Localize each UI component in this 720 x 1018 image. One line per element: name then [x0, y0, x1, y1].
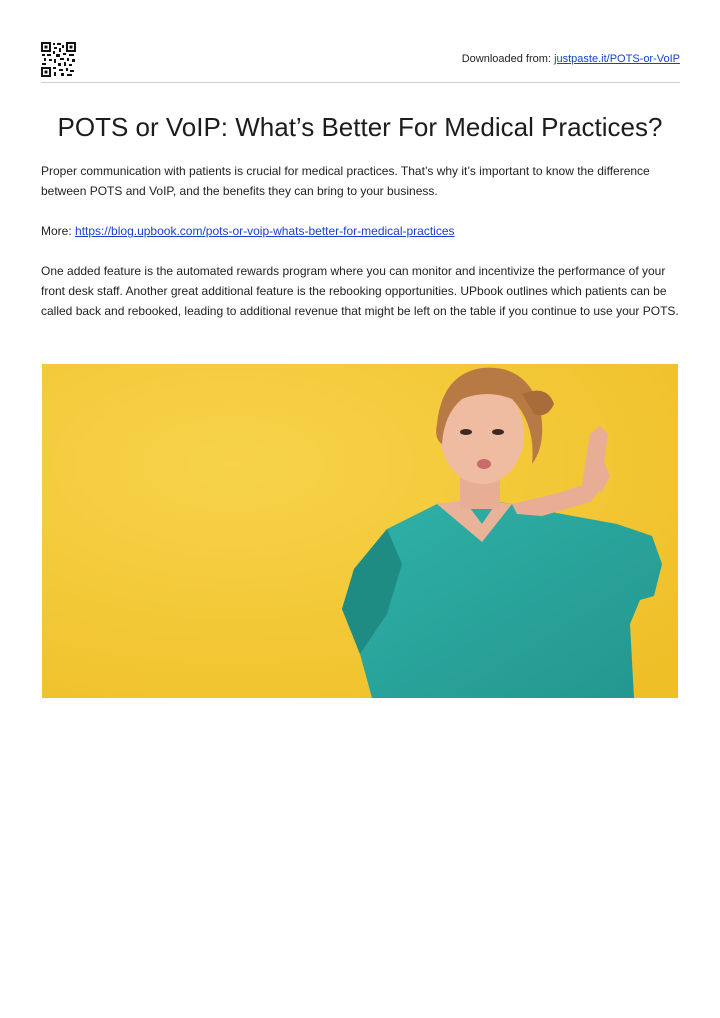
- more-link[interactable]: https://blog.upbook.com/pots-or-voip-whats-better-for-medical-practices: [75, 224, 455, 238]
- more-paragraph: [41, 221, 681, 241]
- download-header: [41, 42, 680, 83]
- downloaded-label: Downloaded from:: [461, 53, 551, 65]
- body-paragraph: One added feature is the automated rewards program where you can monitor and incentivize the performance of your front desk staff. Another great additional feature is the rebooking opportunities. UPbook outlines which patients can be called back and rebooked, leading to additional revenue that might be left on the table if you continue to use your POTS.: [41, 264, 679, 318]
- intro-paragraph: Proper communication with patients is crucial for medical practices. That’s why it’s important to know the difference between POTS and VoIP, and the benefits they can bring to your business.: [41, 164, 650, 198]
- source-link[interactable]: justpaste.it/POTS-or-VoIP: [554, 53, 680, 65]
- article-photo: [42, 364, 678, 698]
- download-source: [462, 53, 680, 65]
- nurse-phone-gesture-image: [42, 364, 678, 698]
- more-label: More:: [41, 224, 72, 238]
- qr-code-icon: [41, 42, 76, 77]
- page-title: POTS or VoIP: What’s Better For Medical Practices?: [57, 112, 663, 142]
